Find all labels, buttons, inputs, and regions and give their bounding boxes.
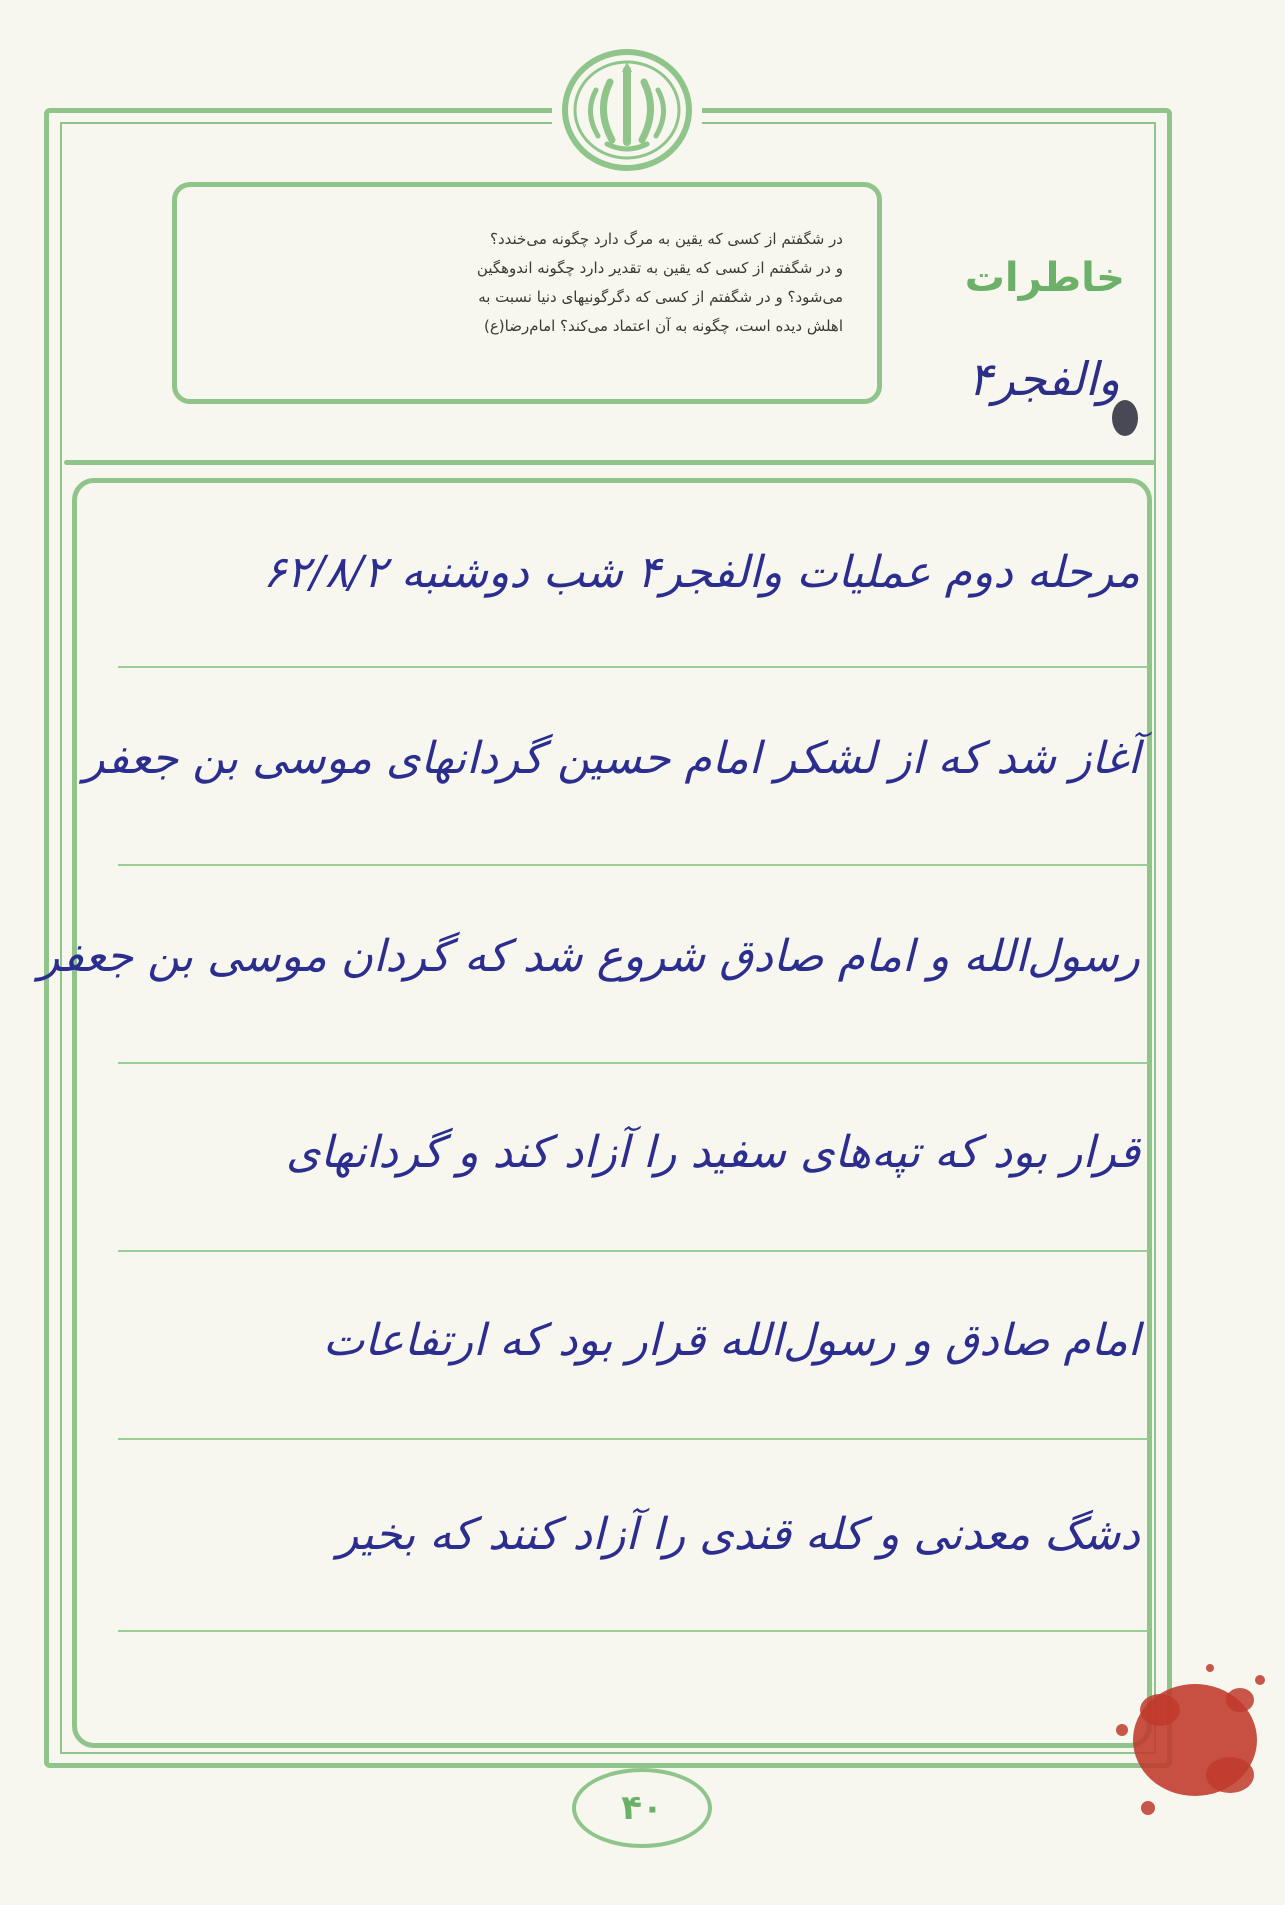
- ruled-line: [118, 1438, 1148, 1440]
- ruled-line: [118, 666, 1148, 668]
- header-divider: [64, 460, 1156, 465]
- handwritten-line: آغاز شد که از لشکر امام حسین گردانهای موسی بن جعفر: [83, 733, 1140, 784]
- quote-box: [172, 182, 882, 404]
- quote-line: و در شگفتم از کسی که یقین به تقدیر دارد چگونه اندوهگین: [476, 259, 843, 277]
- iran-emblem-icon: [552, 42, 702, 172]
- ruled-line: [118, 1062, 1148, 1064]
- ruled-line: [118, 864, 1148, 866]
- quote-line: می‌شود؟ و در شگفتم از کسی که دگرگونیهای دنیا نسبت به: [478, 288, 843, 306]
- ruled-line: [118, 1630, 1148, 1632]
- quote-line: اهلش دیده است، چگونه به آن اعتماد می‌کند؟ امام‌رضا(ع): [484, 317, 843, 335]
- ruled-line: [118, 1250, 1148, 1252]
- page-number: ۴۰: [572, 1768, 712, 1848]
- handwritten-line: مرحله دوم عملیات والفجر۴ شب دوشنبه ۶۲/۸/۲: [262, 547, 1140, 598]
- quote-line: در شگفتم از کسی که یقین به مرگ دارد چگونه می‌خندد؟: [490, 230, 843, 248]
- handwritten-line: رسول‌الله و امام صادق شروع شد که گردان موسی بن جعفر: [38, 931, 1140, 982]
- emblem-container: [552, 42, 702, 172]
- ink-smudge-icon: [1108, 396, 1142, 440]
- blood-stain-icon: [1100, 1640, 1285, 1840]
- handwritten-line: دشگ معدنی و کله قندی را آزاد کنند که بخیر: [337, 1509, 1140, 1560]
- handwritten-line: امام صادق و رسول‌الله قرار بود که ارتفاعات: [322, 1315, 1140, 1366]
- handwritten-title: والفجر۴: [967, 352, 1120, 406]
- section-title: خاطرات: [964, 255, 1125, 301]
- handwritten-line: قرار بود که تپه‌های سفید را آزاد کند و گردانهای: [285, 1127, 1140, 1178]
